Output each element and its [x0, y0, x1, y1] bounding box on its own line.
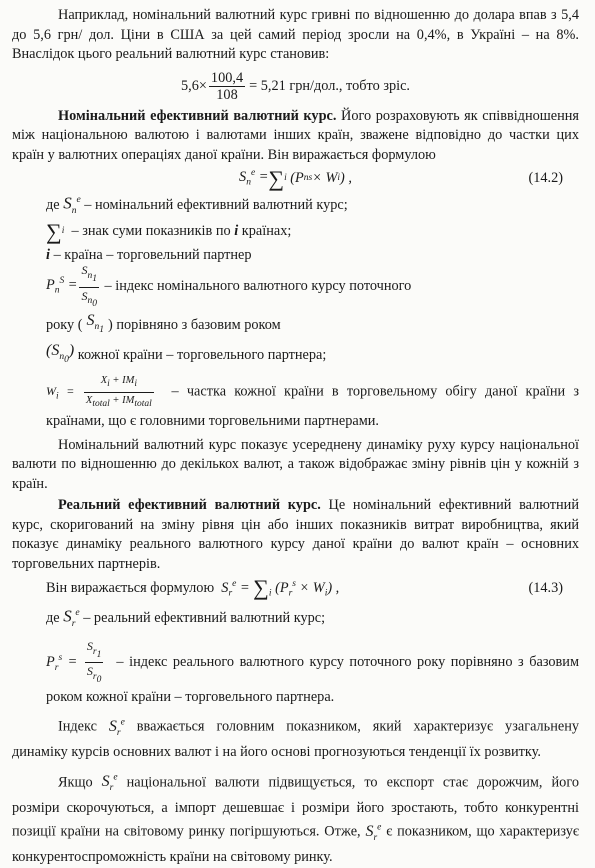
equation-14-2: $S_n^e$ = ∑ i (P n s × W i ) , (14.2)	[239, 166, 563, 191]
heading-real-effective: Реальний ефективний валютний курс.	[58, 497, 321, 514]
formula-real-rate: 5,6× $\frac{100,4}{108}$ = 5,21 грн/дол. , тобто зріс.	[180, 70, 411, 103]
definition-sre: де $S_r^e$ – реальний ефективний валютний курс;	[46, 606, 326, 629]
paragraph-nominal-effective: Номінальний ефективний валютний курс. Його розраховують як співвідношення між національною валютою і валютами інших країн, зважене відповідно до частки цих країн у валютних операціях даної країни. Він виражається формулою	[12, 107, 579, 163]
fraction-price-index: $\frac{100,4}{108}$	[210, 70, 244, 103]
definition-pns: $P_n^S$ = $\frac{S_{n_1}}{S_{n_0}}$ – індекс номінального валютного курсу поточного	[46, 263, 412, 309]
definition-base-year: $(S_{n_0})$ кожної країни – торговельного партнера;	[46, 342, 327, 366]
paragraph-nominal-rate: Номінальний валютний курс показує усереднену динаміку руху курсу національної валюти по відношенню до декількох валют, а також відображає зміну рівнів цін у кожній з країн.	[12, 436, 579, 492]
paragraph-index: Індекс $S_r^e$ вважається головним показником, який характеризує узагальнену динаміку курсів основних валют і на його основі прогнозуються тенденції їх розвитку.	[12, 717, 579, 761]
definition-sum: ∑ i – знак суми показників по i країнах;	[46, 219, 292, 244]
equation-number: (14.3)	[528, 580, 563, 597]
definition-weight: $W_i$ = $\frac{X_i + IM_i}{X_{total} + IM_{total}}$ – частка кожної країни в торговельному обігу даної країни з країнами, що є головними торговельними партнерами.	[46, 375, 580, 430]
definition-prs: $P_r^s$ = $\frac{S_{r_1}}{S_{r_0}}$ – індекс реального валютного курсу поточного року порівняно з базовим роком кожної країни – торговельного партнера.	[46, 639, 579, 705]
definition-sne: де $S_n^e$ – номінальний ефективний валютний курс;	[46, 193, 348, 216]
definition-current-year: року ( $S_{n_1}$ ) порівняно з базовим роком	[46, 312, 281, 336]
paragraph-real-effective: Реальний ефективний валютний курс. Це номінальний ефективний валютний курс, скоригований на зміну рівня цін або інших показників витрат виробництва, який показує динаміку реального валютного курсу даної країни до валют країн – основних торговельних партнерів.	[12, 497, 579, 572]
equation-number: (14.2)	[528, 170, 563, 187]
heading-nominal-effective: Номінальний ефективний валютний курс.	[58, 107, 337, 124]
paragraph-example: Наприклад, номінальний валютний курс гривні по відношенню до долара впав з 5,4 до 5,6 грн/ дол. Ціни в США за цей самий період зросли на 0,4%, в Україні – на 8%. Внаслідок цього реальний валютний курс становив:	[12, 7, 579, 62]
paragraph-conclusion: Якщо $S_r^e$ національної валюти підвищується, то експорт стає дорожчим, його розміри скорочуються, а імпорт дешевшає і розміри його зростають, тобто конкурентні позиції країни на світовому ринку погіршуються. Отже, $S_r^e$ є показником, що характеризує конкурентоспроможність країни на світовому ринку.	[12, 772, 580, 866]
definition-country: i – країна – торговельний партнер	[46, 247, 252, 264]
equation-14-3: Він виражається формулою $S_r^e = \sum_i$ $(P_r^s \times W_i)$ , (14.3)	[46, 574, 563, 600]
